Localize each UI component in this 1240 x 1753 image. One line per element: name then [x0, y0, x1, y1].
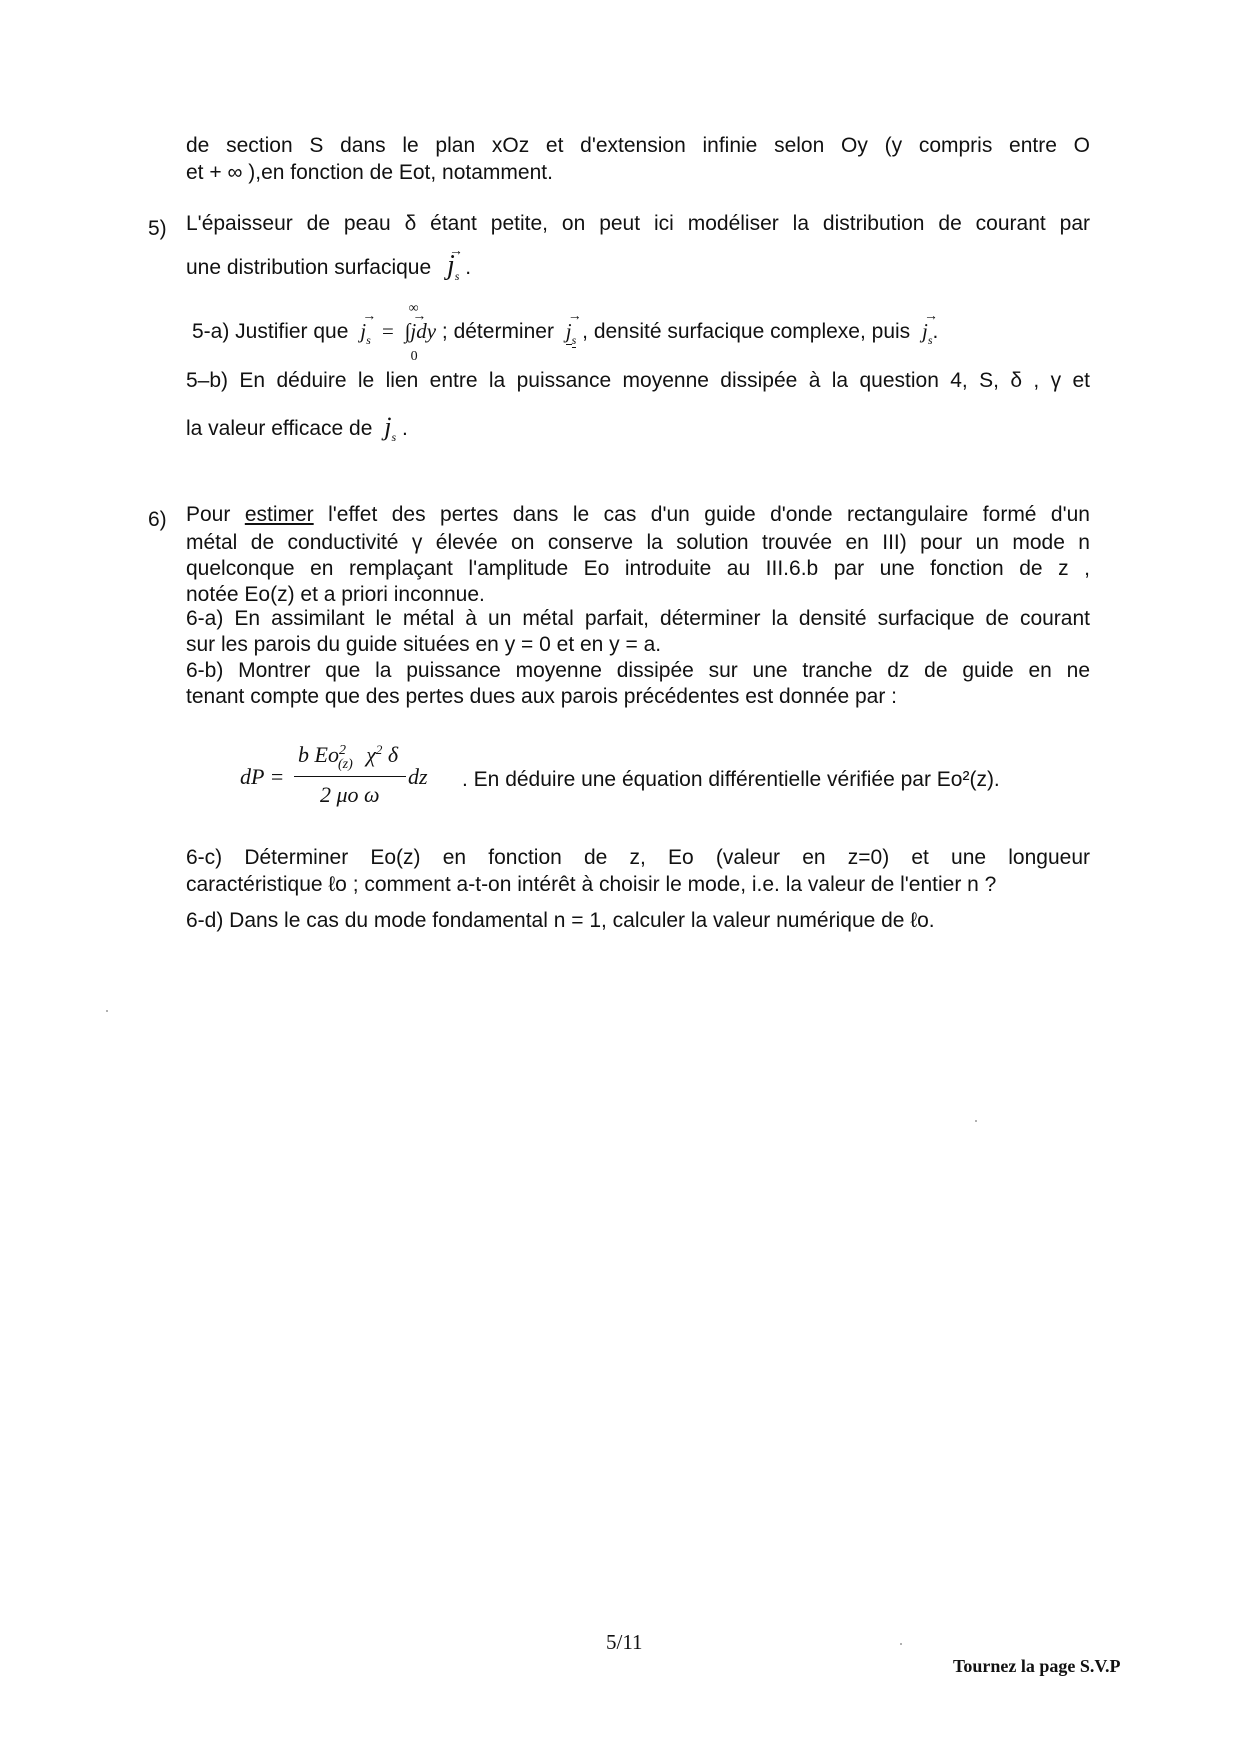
q6c-line-1: 6-c) Déterminer Eo(z) en fonction de z, Eo (valeur en z=0) et une longueur	[186, 846, 1090, 869]
q6d-line-1: 6-d) Dans le cas du mode fondamental n = 1, calculer la valeur numérique de ℓo.	[186, 909, 935, 932]
q5-line-2-text: une distribution surfacique	[186, 256, 432, 279]
q5a-end: , densité surfacique complexe, puis	[582, 320, 911, 343]
js-vector-symbol: → j	[360, 309, 377, 343]
q6-p1-line-2: métal de conductivité γ élevée on conserve la solution trouvée en III) pour un mode n	[186, 531, 1090, 554]
q6-p1-line-1	[186, 502, 1090, 528]
integral-expression: ∞ 0 ∫ → jdy	[404, 301, 437, 364]
q6c-line-2: caractéristique ℓo ; comment a-t-on intérêt à choisir le mode, i.e. la valeur de l'entier n ?	[186, 873, 997, 896]
q6-number: 6)	[148, 508, 167, 531]
q5a-line: 5-a) Justifier que → $j_s$ = ∞ 0 ∫ → jdy ; déterminer → $j_s$ , densité surfacique complexe, puis → $j_s$.	[192, 301, 939, 364]
equation-dP: dP = b $Eo^2_{(z)}$ $\chi^2$ δ dz 2 μo ω	[240, 742, 428, 807]
q5-line-1: L'épaisseur de peau δ étant petite, on peut ici modéliser la distribution de courant par	[186, 212, 1090, 235]
q5-line-2: une distribution surfacique → $j_s$ .	[186, 244, 472, 283]
intro-line-1: de section S dans le plan xOz et d'extension infinie selon Oy (y compris entre O	[186, 134, 1090, 157]
js-symbol: j	[384, 412, 392, 441]
q5b-line-2: la valeur efficace de $j_s$ .	[186, 412, 408, 444]
q6-p1-line-4: notée Eo(z) et a priori inconnue.	[186, 583, 485, 606]
q6-p1-post: l'effet des pertes dans le cas d'un guide d'onde rectangulaire formé d'un	[328, 503, 1090, 526]
q6a-line-1: 6-a) En assimilant le métal à un métal parfait, déterminer la densité surfacique de courant	[186, 607, 1090, 630]
js-vector-symbol: → j	[447, 244, 463, 281]
q6b-line-1: 6-b) Montrer que la puissance moyenne dissipée sur une tranche dz de guide en ne	[186, 659, 1090, 682]
q6-p1-line-3: quelconque en remplaçant l'amplitude Eo introduite au III.6.b par une fonction de z ,	[186, 557, 1090, 580]
q5b-line-1: 5–b) En déduire le lien entre la puissance moyenne dissipée à la question 4, S, δ , γ et	[186, 369, 1090, 392]
q5b-line-2-text: la valeur efficace de	[186, 417, 373, 440]
js-complex-symbol: → j	[565, 309, 582, 343]
js-vector-symbol: → j	[922, 309, 939, 343]
q6-p1-pre: Pour	[186, 503, 231, 526]
q5-number: 5)	[148, 217, 167, 240]
page-number: 5/11	[606, 1630, 643, 1654]
scan-speck	[106, 1010, 108, 1012]
q5a-mid: ; déterminer	[441, 320, 554, 343]
scan-speck	[900, 1643, 902, 1645]
equation-after-text: . En déduire une équation différentielle vérifiée par Eo²(z).	[462, 768, 1000, 791]
q6a-line-2: sur les parois du guide situées en y = 0 et en y = a.	[186, 633, 662, 656]
q5a-label: 5-a) Justifier que	[192, 320, 349, 343]
turn-page-note: Tournez la page S.V.P	[953, 1656, 1121, 1676]
scan-speck	[975, 1120, 977, 1122]
q6-p1-underlined: estimer	[244, 503, 314, 526]
q6b-line-2: tenant compte que des pertes dues aux parois précédentes est donnée par :	[186, 685, 897, 708]
intro-line-2: et + ∞ ),en fonction de Eot, notamment.	[186, 161, 553, 184]
